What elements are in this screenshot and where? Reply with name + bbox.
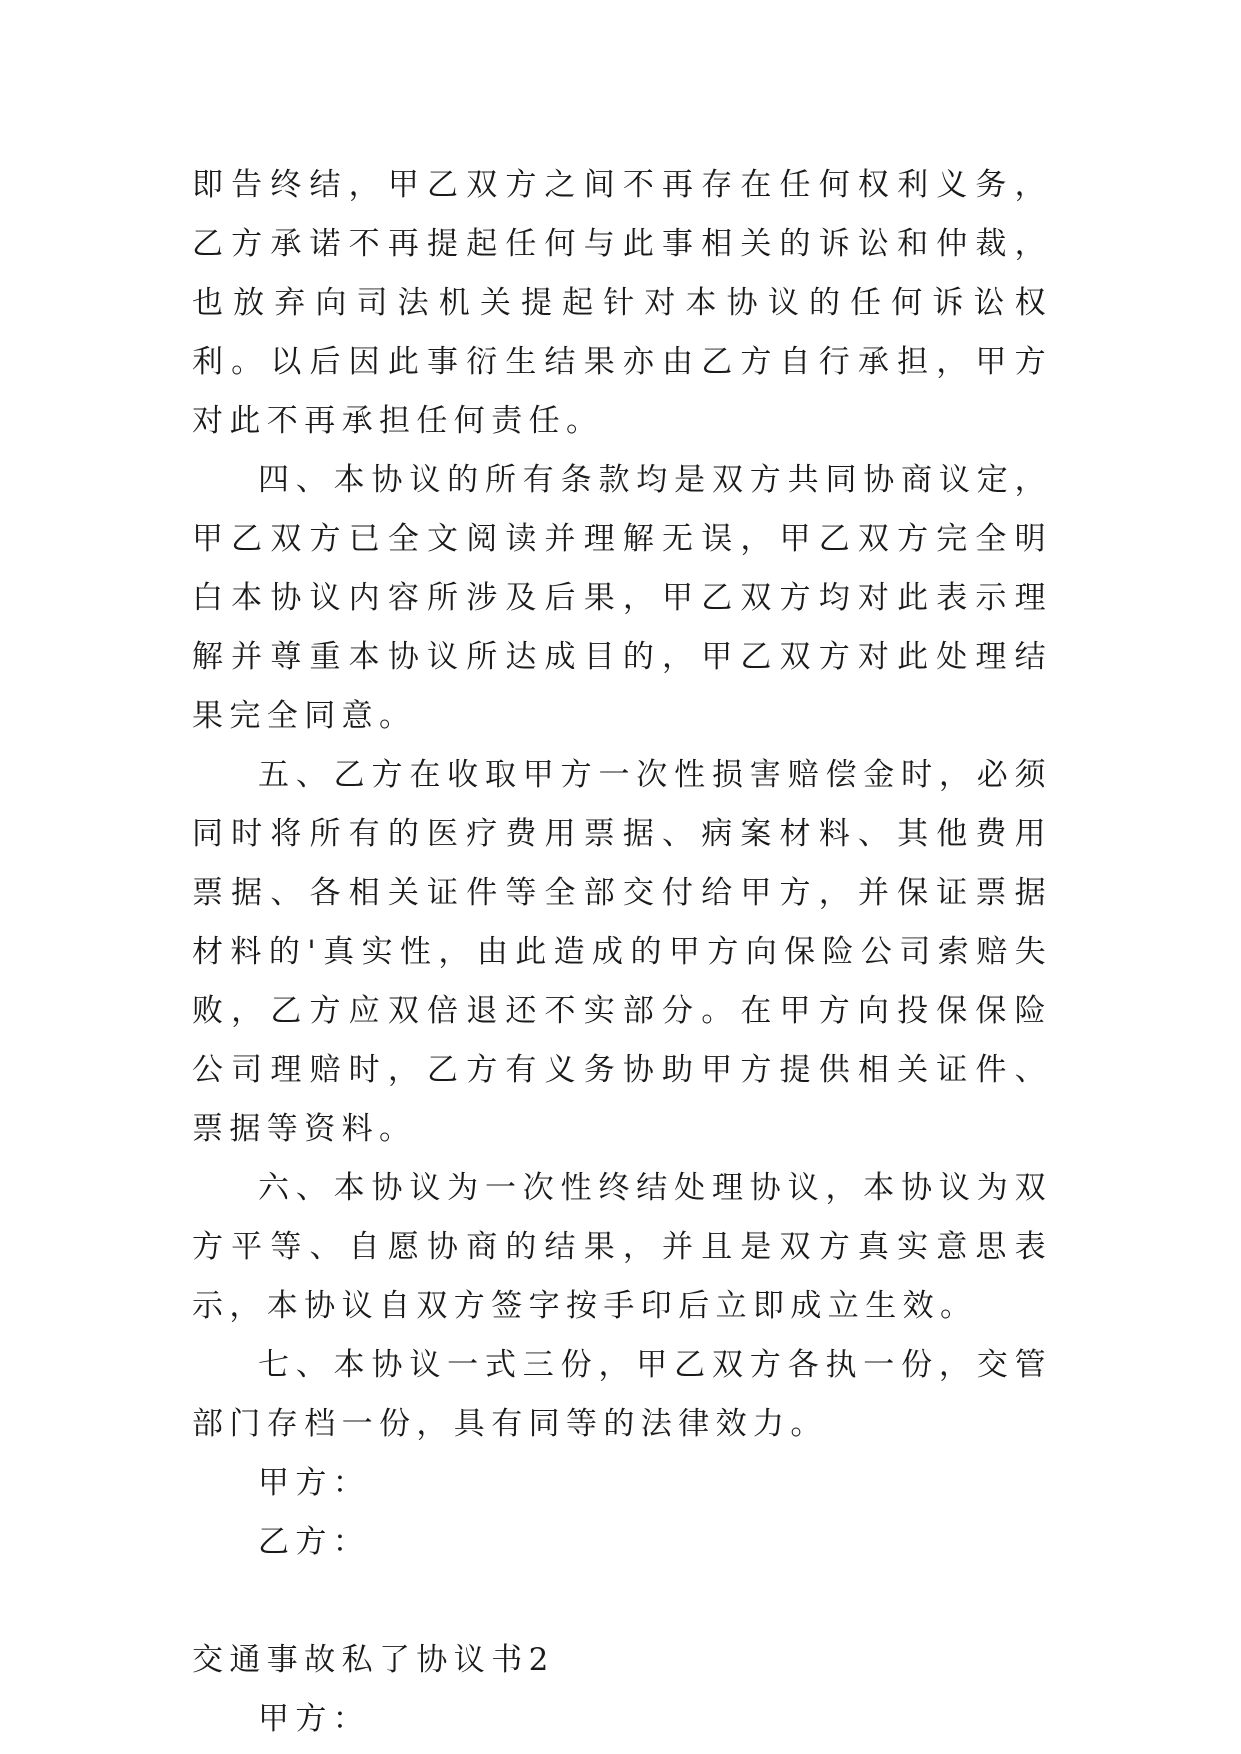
paragraph-continued: 即告终结，甲乙双方之间不再存在任何权利义务，乙方承诺不再提起任何与此事相关的诉讼和仲裁，也放弃向司法机关提起针对本协议的任何诉讼权利。以后因此事衍生结果亦由乙方自行承担，甲方对此不再承担任何责任。 (192, 167, 1052, 439)
paragraph-clause-seven: 七、本协议一式三份，甲乙双方各执一份，交管部门存档一份，具有同等的法律效力。 (192, 1347, 1052, 1442)
paragraph-clause-five: 五、乙方在收取甲方一次性损害赔偿金时，必须同时将所有的医疗费用票据、病案材料、其他费用票据、各相关证件等全部交付给甲方，并保证票据材料的'真实性，由此造成的甲方向保险公司索赔失败，乙方应双倍退还不实部分。在甲方向投保保险公司理赔时，乙方有义务协助甲方提供相关证件、票据等资料。 (192, 757, 1052, 1147)
paragraph-clause-four: 四、本协议的所有条款均是双方共同协商议定，甲乙双方已全文阅读并理解无误，甲乙双方完全明白本协议内容所涉及后果，甲乙双方均对此表示理解并尊重本协议所达成目的，甲乙双方对此处理结果完全同意。 (192, 462, 1052, 734)
paragraph-clause-six: 六、本协议为一次性终结处理协议，本协议为双方平等、自愿协商的结果，并且是双方真实意思表示，本协议自双方签字按手印后立即成立生效。 (192, 1170, 1052, 1324)
next-document-title: 交通事故私了协议书2 (192, 1642, 555, 1678)
signature-party-b: 乙方： (258, 1524, 371, 1560)
next-party-a-label: 甲方： (258, 1701, 371, 1737)
signature-party-a: 甲方： (258, 1465, 371, 1501)
section-spacer (192, 1572, 1052, 1631)
document-body (192, 156, 1052, 1749)
